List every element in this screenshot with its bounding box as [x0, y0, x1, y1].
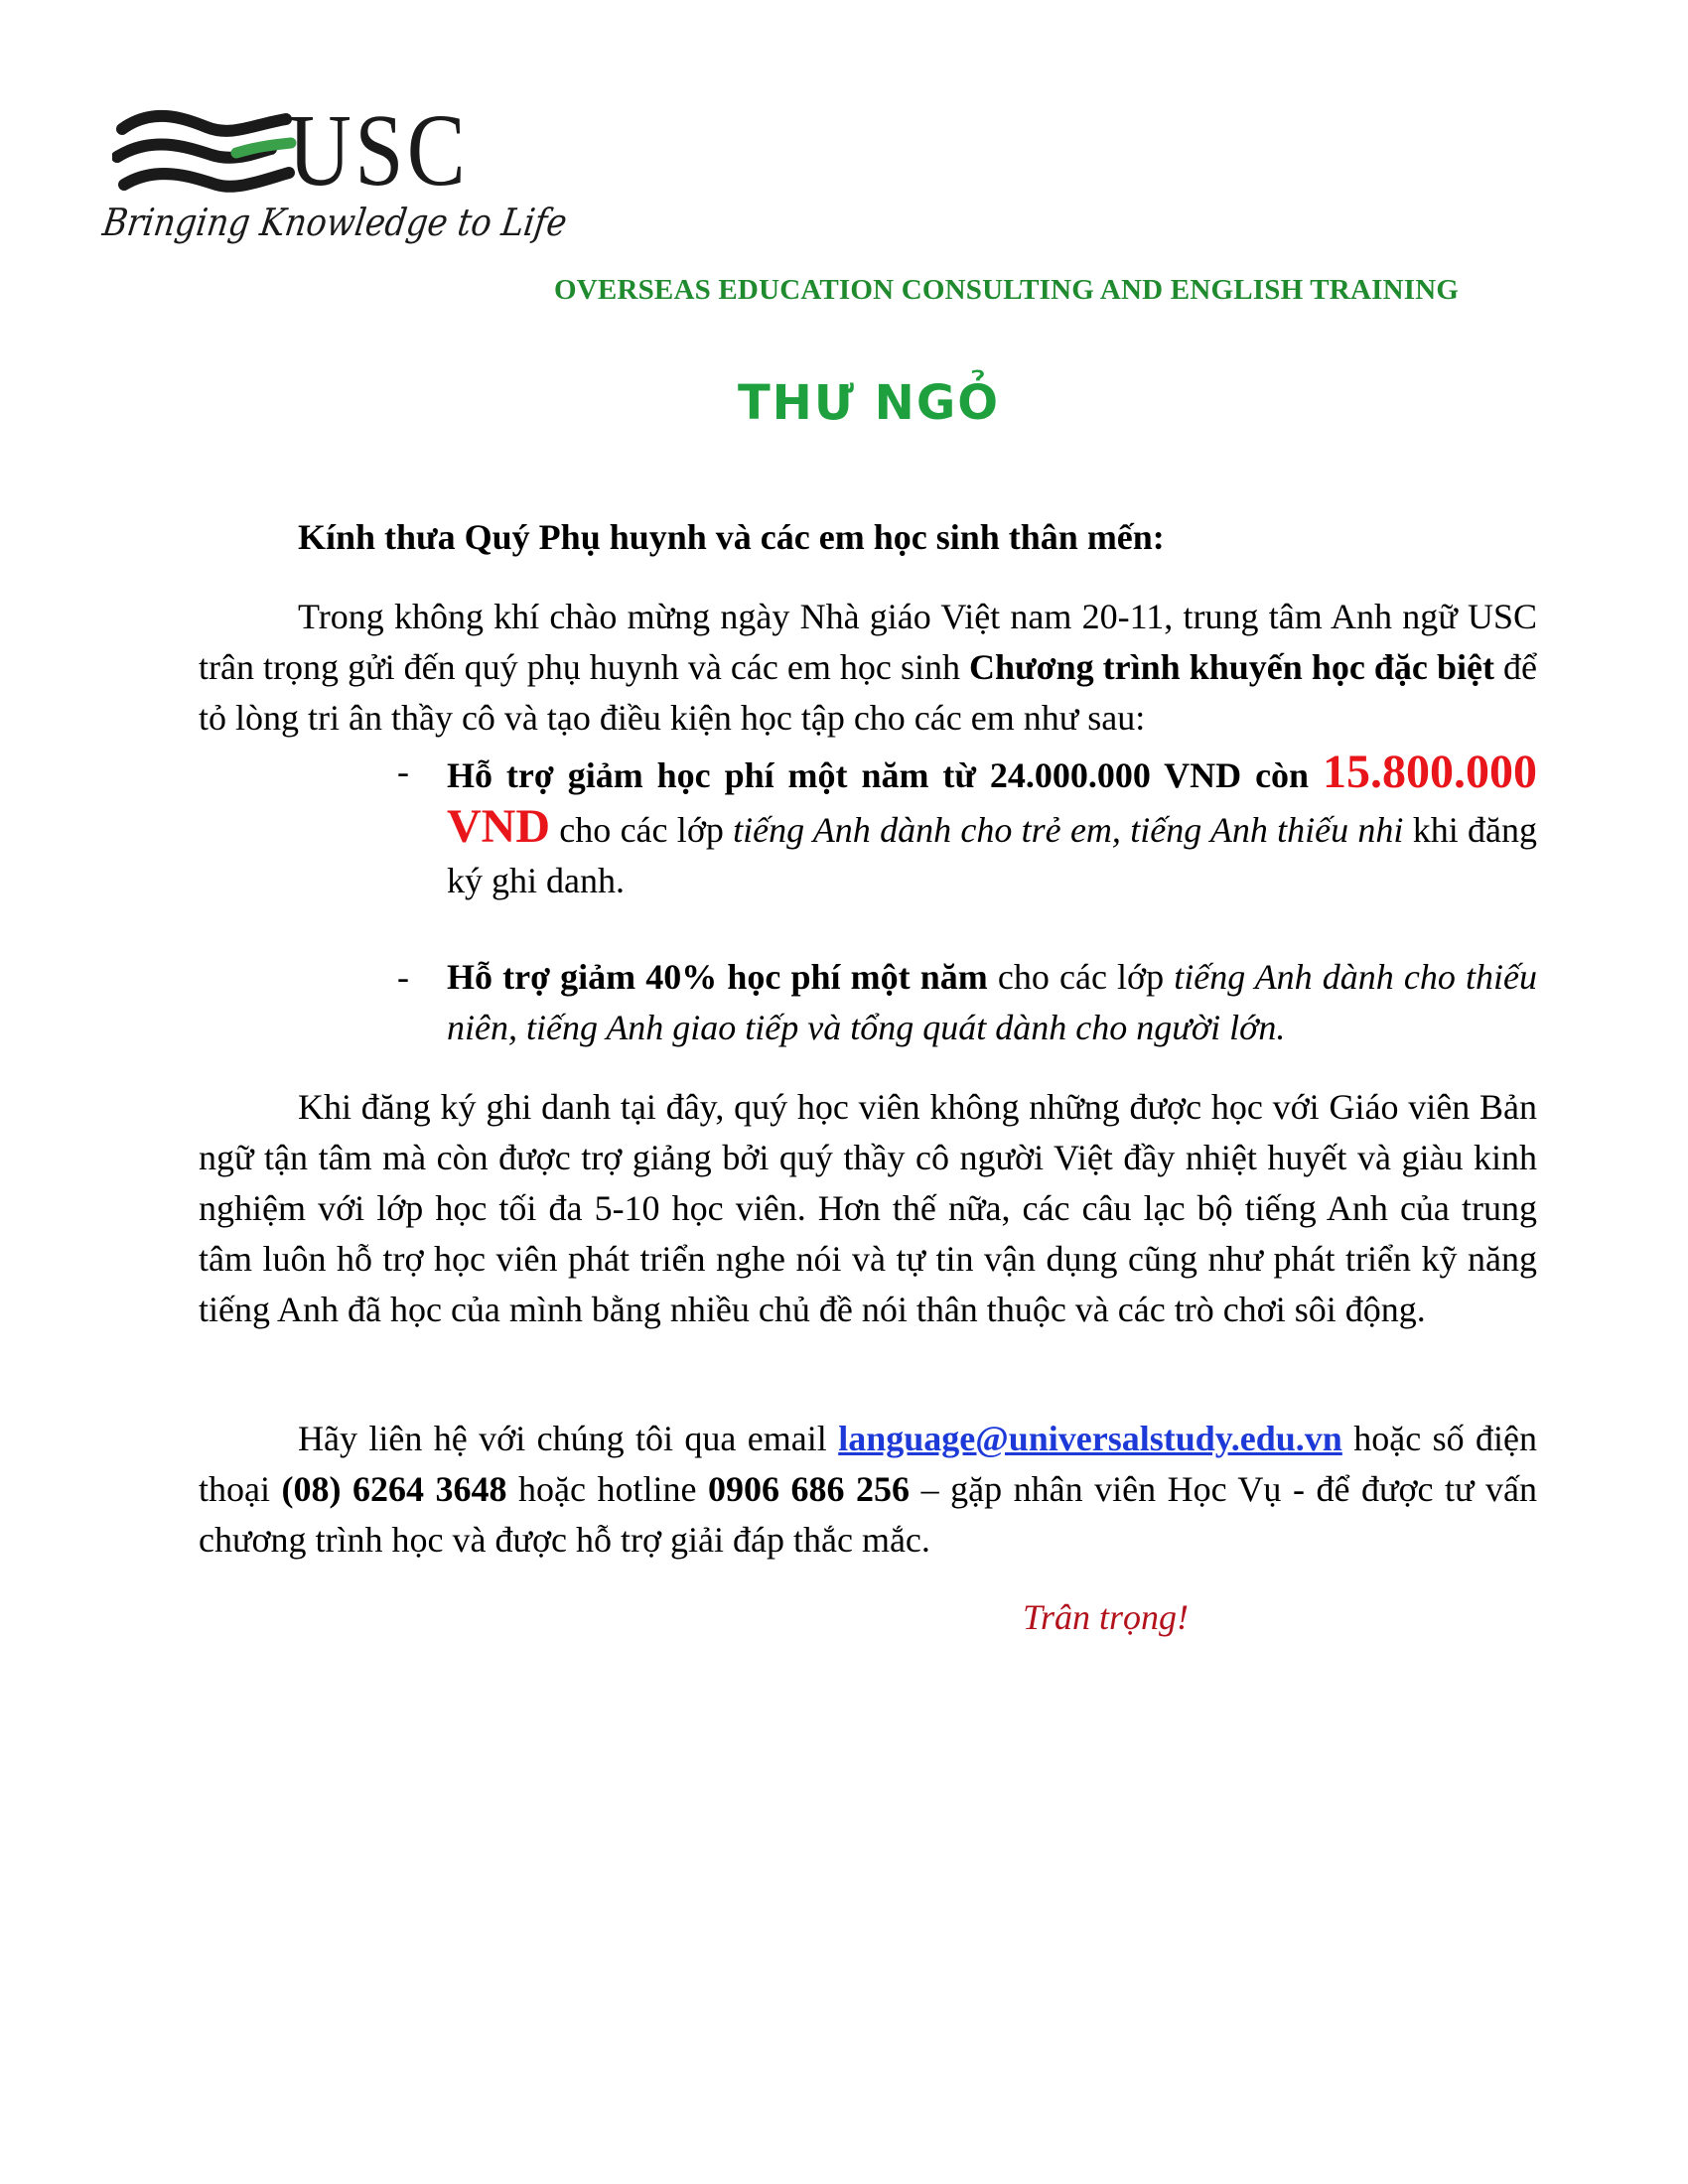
logo-wordmark: USC — [288, 93, 470, 207]
email-link[interactable]: language@universalstudy.edu.vn — [838, 1419, 1342, 1458]
intro-text-c: để tỏ lòng tri ân thầy cô và tạo điều kiện học tập cho các em như sau: — [199, 647, 1537, 738]
usc-logo — [99, 93, 570, 263]
hotline-number: 0906 686 256 — [708, 1469, 911, 1509]
wave-stripes-icon — [112, 107, 301, 206]
contact-text-c: hoặc hotline — [506, 1469, 709, 1509]
discount-end-text: khi đăng ký ghi danh. — [447, 810, 1538, 900]
contact-text-d: – gặp nhân viên Học Vụ - để được tư vấn chương trình học và được hỗ trợ giải đáp thắc mắc. — [199, 1469, 1538, 1560]
discount-mid-text: cho các lớp — [550, 810, 734, 850]
list-item-text — [447, 747, 1537, 906]
bullet-dash: - — [397, 957, 409, 997]
paragraph-intro — [199, 592, 1537, 744]
discount-price: 15.800.000 VND — [447, 746, 1537, 853]
contact-text-a: Hãy liên hệ với chúng tôi qua email — [298, 1419, 839, 1458]
intro-program-name: Chương trình khuyến học đặc biệt — [969, 647, 1494, 687]
discount-bold-text: Hỗ trợ giảm 40% học phí một năm — [447, 957, 988, 997]
bullet-dash: - — [397, 751, 409, 791]
intro-text-a: Trong không khí chào mừng ngày Nhà giáo Việt nam 20-11, trung tâm Anh ngữ USC trân trọng gửi đến quý phụ huynh và các em học sinh — [199, 597, 1537, 687]
organization-line: OVERSEAS EDUCATION CONSULTING AND ENGLISH TRAINING — [554, 274, 1460, 306]
contact-text-b: hoặc số điện thoại — [199, 1419, 1537, 1509]
discount-mid-text: cho các lớp — [987, 957, 1175, 997]
list-item-text — [447, 952, 1537, 1053]
list-item-discount-adults — [397, 952, 1537, 1053]
discount-course-names: tiếng Anh dành cho thiếu niên, tiếng Anh giao tiếp và tổng quát dành cho người lớn. — [447, 957, 1537, 1047]
letter-title: THƯ NGỎ — [737, 375, 1001, 431]
logo-tagline: Bringing Knowledge to Life — [99, 201, 570, 244]
discount-bold-text: Hỗ trợ giảm học phí một năm từ 24.000.000 VND còn — [447, 755, 1323, 795]
phone-number: (08) 6264 3648 — [281, 1469, 507, 1509]
paragraph-contact — [199, 1414, 1537, 1566]
discount-course-names: tiếng Anh dành cho trẻ em, tiếng Anh thiếu nhi — [733, 810, 1404, 850]
list-item-discount-children — [397, 747, 1537, 906]
closing-signature: Trân trọng! — [1023, 1597, 1190, 1637]
paragraph-benefits: Khi đăng ký ghi danh tại đây, quý học viên không những được học với Giáo viên Bản ngữ tận tâm mà còn được trợ giảng bởi quý thầy cô người Việt đầy nhiệt huyết và giàu kinh nghiệm với lớp học tối đa 5-10 học viên. Hơn thế nữa, các câu lạc bộ tiếng Anh của trung tâm luôn hỗ trợ học viên phát triển nghe nói và tự tin vận dụng cũng như phát triển kỹ năng tiếng Anh đã học của mình bằng nhiều chủ đề nói thân thuộc và các trò chơi sôi động. — [199, 1087, 1537, 1329]
greeting: Kính thưa Quý Phụ huynh và các em học sinh thân mến: — [298, 517, 1165, 557]
